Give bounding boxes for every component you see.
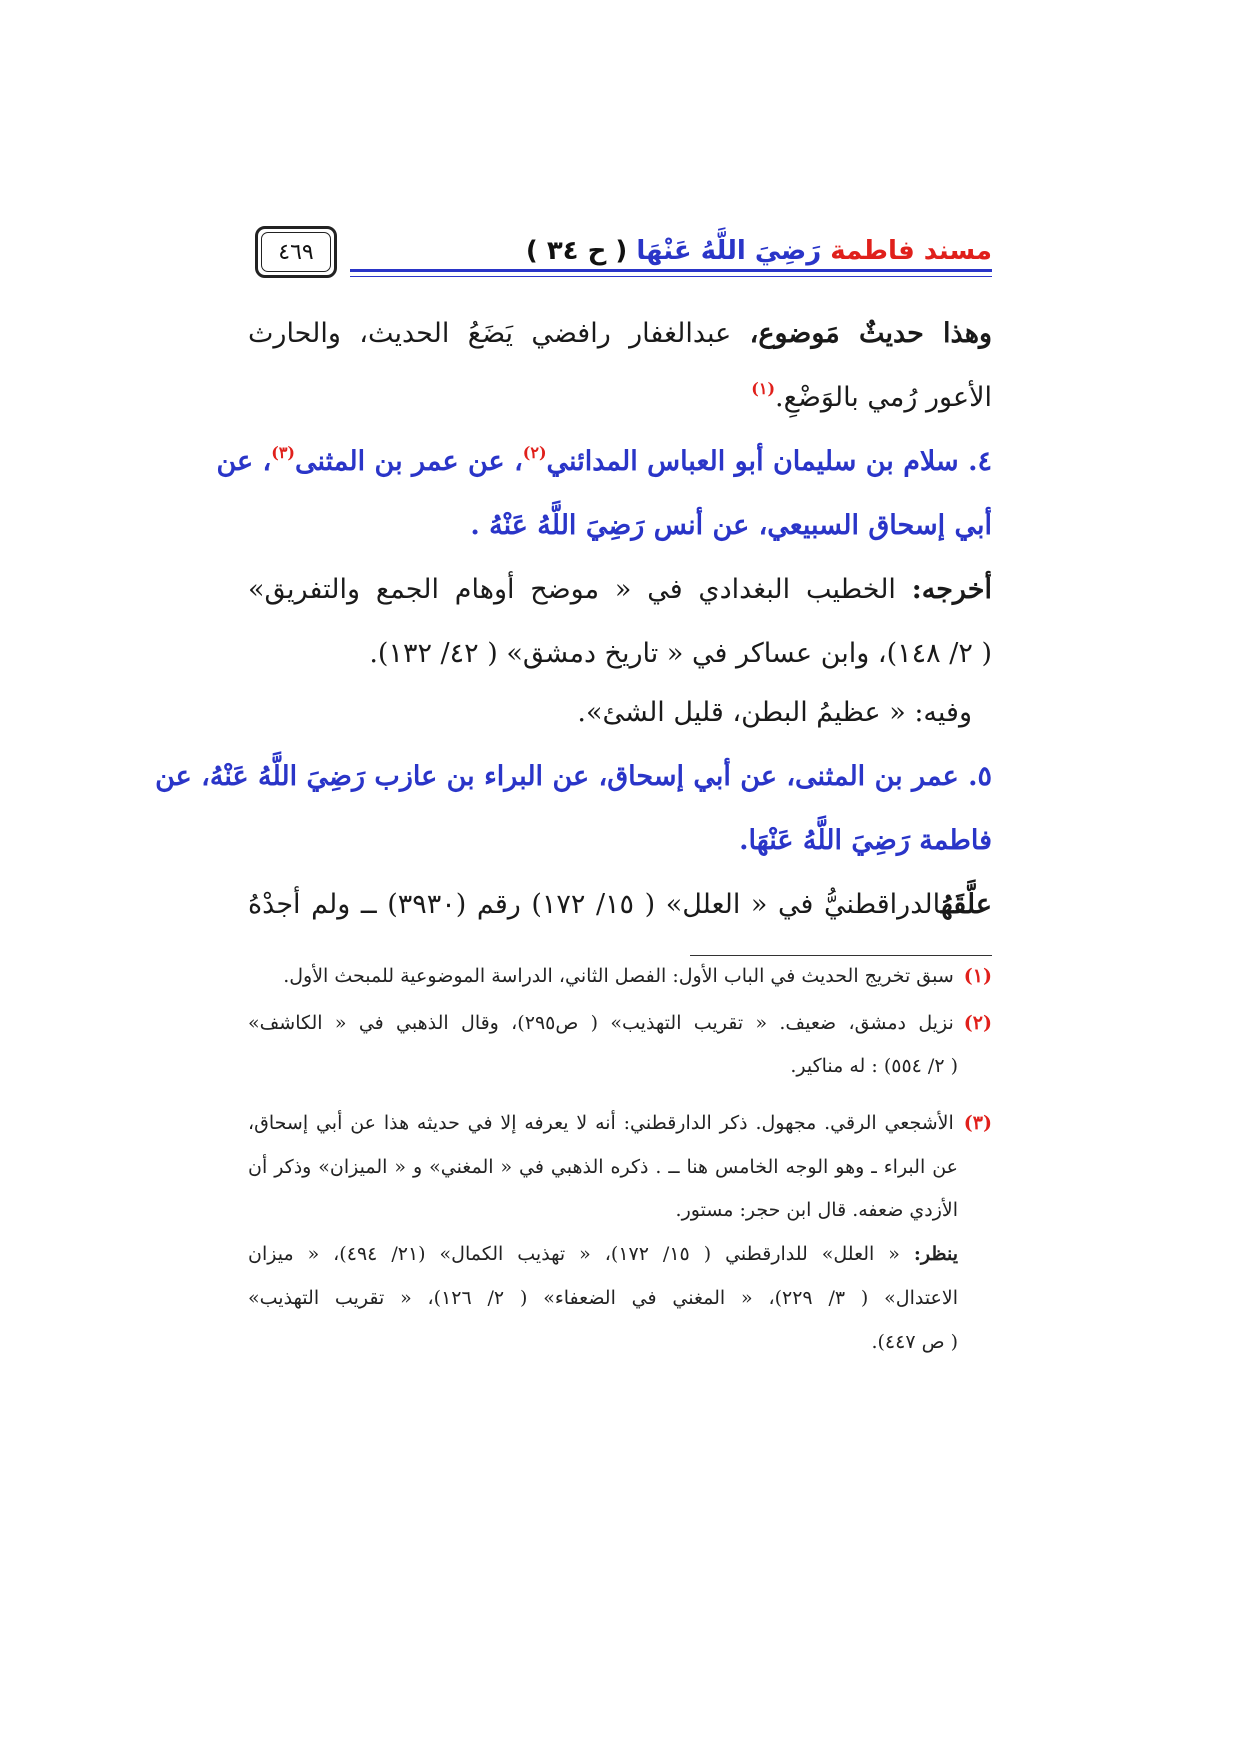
header-rule-thick [350,269,992,272]
chain-heading-line [155,757,992,797]
footnote-text: سبق تخريج الحديث في الباب الأول: الفصل الثاني، الدراسة الموضوعية للمبحث الأول. [283,965,954,987]
line-text: الدراقطنيُّ في « العلل» ( ١٥/ ١٧٢) رقم (٣٩٣٠) ــ ولم أجدْهُ [248,889,941,920]
footnote-text: ( ص ٤٤٧). [871,1331,958,1353]
footnote-lead: ينظر: [913,1243,959,1265]
footnote-line [248,1238,958,1270]
line-text: وفيه: « عظيمُ البطن، قليل الشئ». [577,697,972,728]
footnote-ref[interactable]: (١) [751,379,776,398]
running-header [526,236,992,266]
footnote-separator [690,955,992,956]
footnote-number: (١) [963,965,992,987]
lead-phrase: وهذا حديثٌ مَوضوع، [749,318,992,349]
line-text: الخطيب البغدادي في « موضح أوهام الجمع والتفريق» [248,574,896,605]
footnote-line [248,1151,958,1183]
footnote-ref[interactable]: (٣) [271,443,295,462]
line-text: الأعور رُمي بالوَضْعِ. [775,382,992,413]
footnote-text: الأشجعي الرقي. مجهول. ذكر الدارقطني: أنه لا يعرفه إلا في حديثه هذا عن أبي إسحاق، [248,1112,954,1134]
footnote-number: (٢) [963,1012,992,1034]
footnote-text: عن البراء ـ وهو الوجه الخامس هنا ــ . ذكره الذهبي في « المغني» و « الميزان» وذكر أن [248,1156,958,1178]
footnote-line [248,1282,958,1314]
chain-text: ، عن [216,446,272,477]
header-hadith-ref: ( ح ٣٤ ) [525,236,628,266]
footnote-number: (٣) [963,1112,992,1134]
footnote-text: ( ٢/ ٥٥٤) : له مناكير. [790,1055,958,1077]
footnote-text: الاعتدال» ( ٣/ ٢٢٩)، « المغني في الضعفاء» ( ٢/ ١٢٦)، « تقريب التهذيب» [248,1287,959,1309]
footnote-line [790,1050,958,1082]
paragraph-line [248,885,992,925]
footnote-line [676,1194,958,1226]
chain-text: أبي إسحاق السبيعي، عن أنس رَضِيَ اللَّهُ عَنْهُ . [470,510,992,541]
section-number: ٤. [968,446,992,477]
footnote-2 [248,1007,992,1039]
chain-text: فاطمة رَضِيَ اللَّهُ عَنْهَا. [739,825,992,856]
lead-phrase: علَّقَهُ [940,889,992,920]
paragraph-line [577,693,972,733]
paragraph-line [751,378,992,418]
footnote-text: نزيل دمشق، ضعيف. « تقريب التهذيب» ( ص٢٩٥)، وقال الذهبي في « الكاشف» [248,1012,954,1034]
paragraph-line [369,634,992,674]
header-honorific: رَضِيَ اللَّهُ عَنْهَا [636,236,822,266]
line-text: ( ٢/ ١٤٨)، وابن عساكر في « تاريخ دمشق» ( ٤٢/ ١٣٢). [369,638,992,669]
chain-text: سلام بن سليمان أبو العباس المدائني [546,446,959,477]
page-number: ٤٦٩ [261,232,331,272]
chain-text: ، عن عمر بن المثنى [294,446,523,477]
footnote-text: الأزدي ضعفه. قال ابن حجر: مستور. [675,1199,958,1221]
chain-text: ٥. عمر بن المثنى، عن أبي إسحاق، عن البراء بن عازب رَضِيَ اللَّهُ عَنْهُ، عن [155,761,992,792]
lead-phrase: أخرجه: [911,574,992,605]
footnote-1 [283,960,992,992]
footnote-text: « العلل» للدارقطني ( ١٥/ ١٧٢)، « تهذيب الكمال» (٢١/ ٤٩٤)، « ميزان [248,1243,900,1265]
footnote-line [871,1326,958,1358]
line-text: عبدالغفار رافضي يَضَعُ الحديث، والحارث [248,318,732,349]
chain-heading-line [216,442,992,482]
footnote-ref[interactable]: (٢) [522,443,547,462]
header-rule-thin [350,276,992,277]
chain-heading-line [470,506,992,546]
header-book-title: مسند فاطمة [830,236,992,266]
chain-heading-line [739,821,992,861]
paragraph-line [248,314,992,354]
footnote-3 [248,1107,992,1139]
paragraph-line [248,570,992,610]
